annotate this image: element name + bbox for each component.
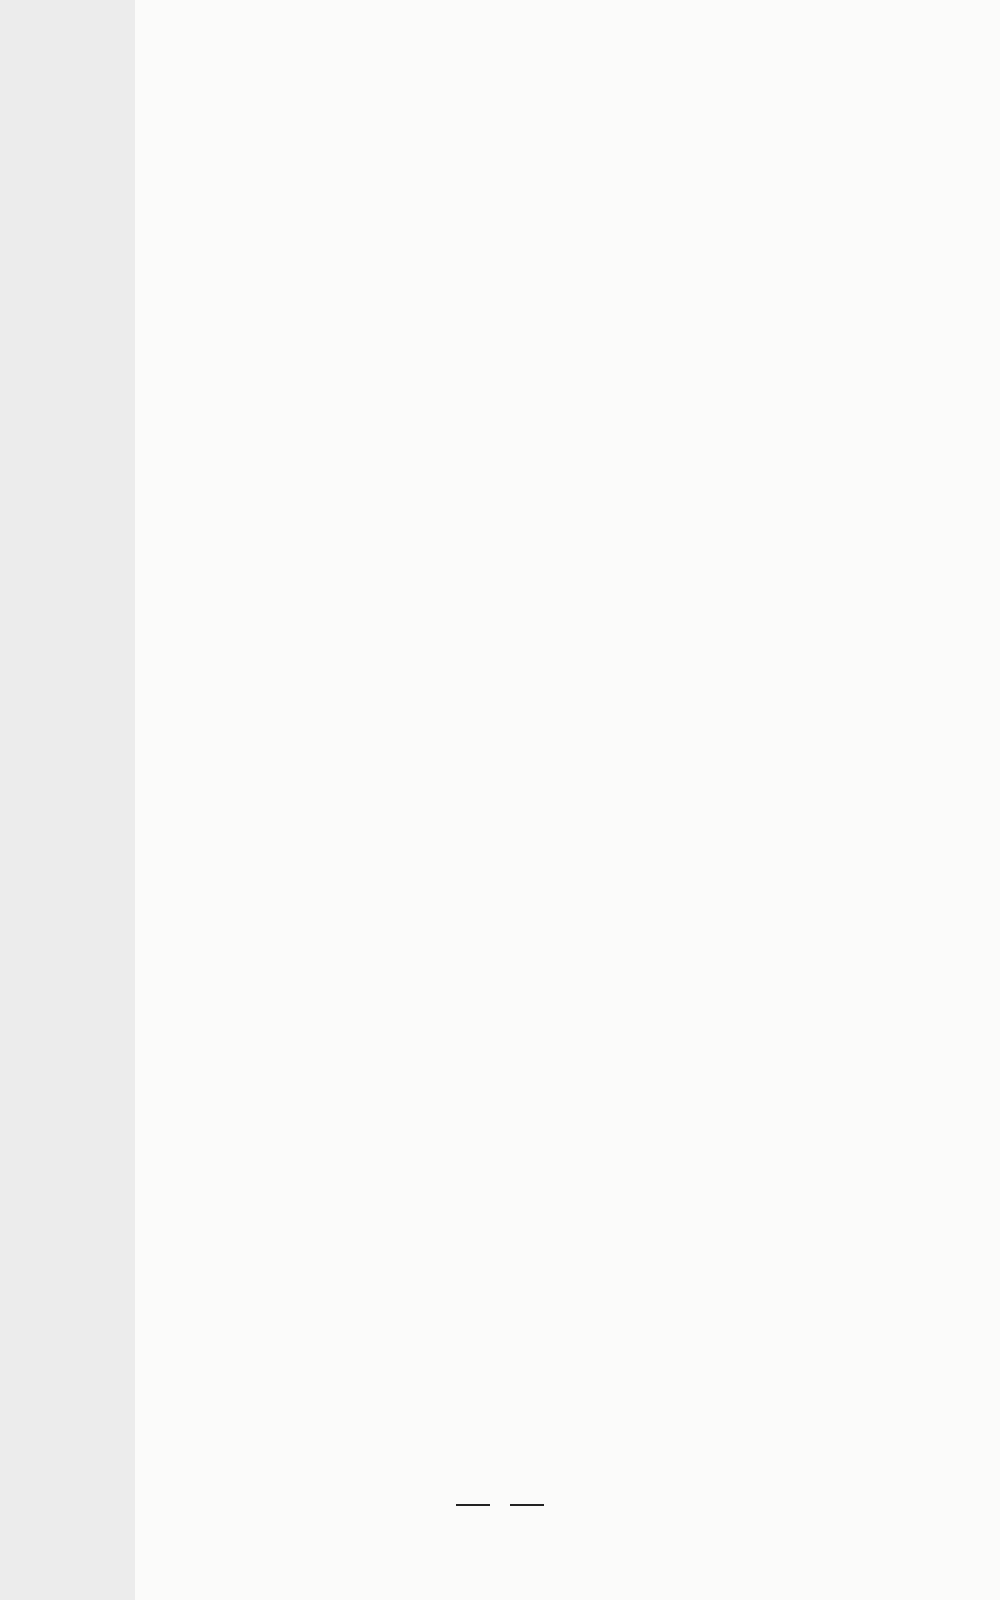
- page-content: [205, 30, 845, 34]
- watermark-logo: [800, 1502, 990, 1592]
- page-margin-shadow: [0, 0, 135, 1600]
